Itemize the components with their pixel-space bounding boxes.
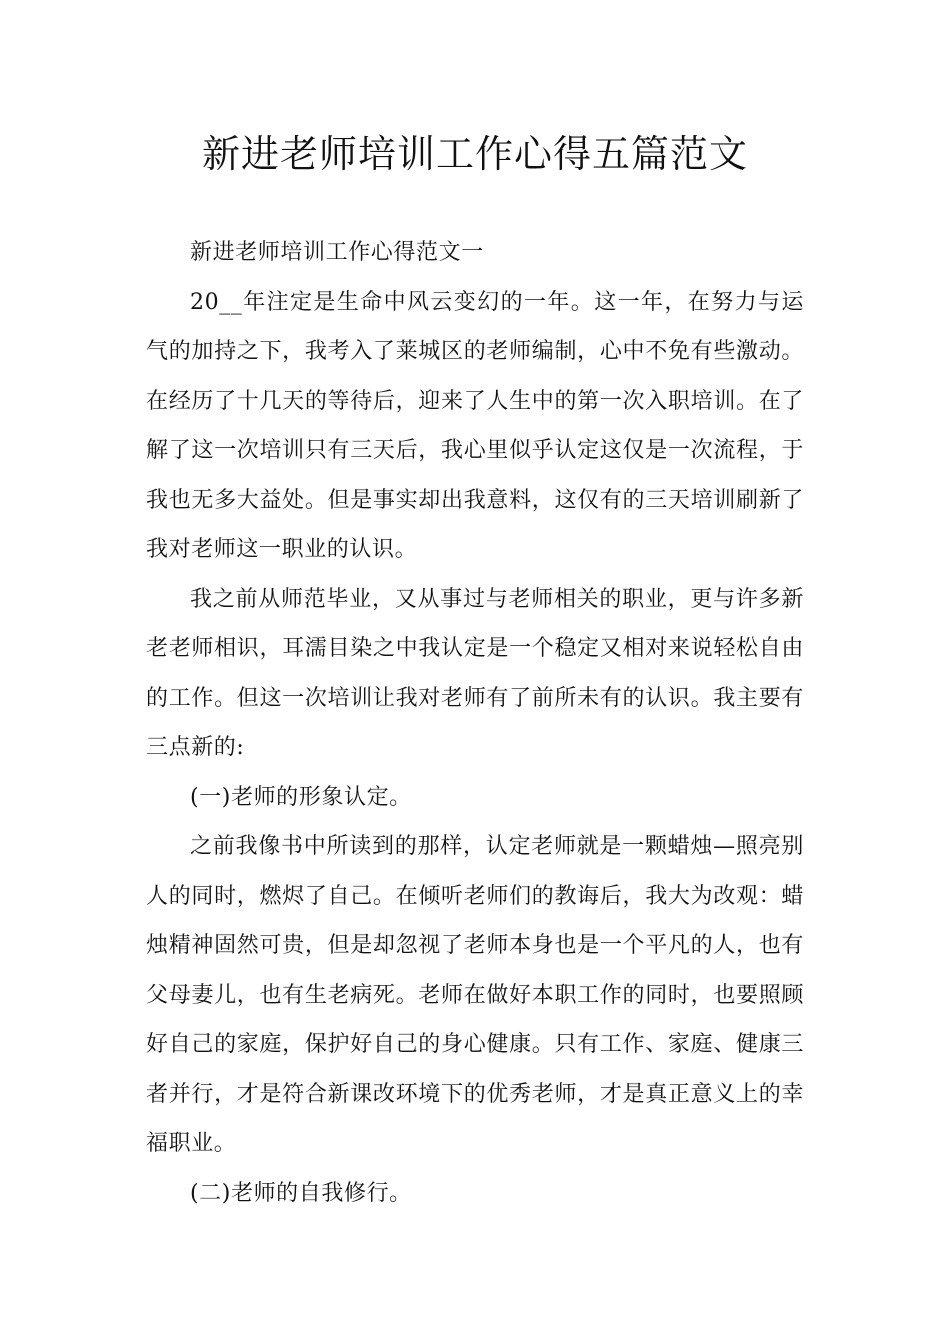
paragraph-teacher-image: 之前我像书中所读到的那样，认定老师就是一颗蜡烛—照亮别人的同时，燃烬了自己。在倾听老师们的教诲后，我大为改观：蜡烛精神固然可贵，但是却忽视了老师本身也是一个平凡的人，也有父母妻儿，也有生老病死。老师在做好本职工作的同时，也要照顾好自己的家庭，保护好自己的身心健康。只有工作、家庭、健康三者并行，才是符合新课改环境下的优秀老师，才是真正意义上的幸福职业。: [146, 834, 804, 1156]
section-heading-essay-one: 新进老师培训工作心得范文一: [190, 240, 484, 265]
paragraph-background: 我之前从师范毕业，又从事过与老师相关的职业，更与许多新老老师相识，耳濡目染之中我认定是一个稳定又相对来说轻松自由的工作。但这一次培训让我对老师有了前所未有的认识。我主要有三点新的:: [146, 586, 804, 760]
document-body: [146, 228, 804, 1218]
document-title: 新进老师培训工作心得五篇范文: [201, 132, 748, 176]
subheading-teacher-image: (一)老师的形象认定。: [190, 784, 412, 810]
subheading-self-cultivation: (二)老师的自我修行。: [190, 1180, 412, 1206]
paragraph-intro: 20__年注定是生命中风云变幻的一年。这一年，在努力与运气的加持之下，我考入了莱城区的老师编制，心中不免有些激动。在经历了十几天的等待后，迎来了人生中的第一次入职培训。在了解了这一次培训只有三天后，我心里似乎认定这仅是一次流程，于我也无多大益处。但是事实却出我意料，这仅有的三天培训刷新了我对老师这一职业的认识。: [146, 289, 804, 562]
